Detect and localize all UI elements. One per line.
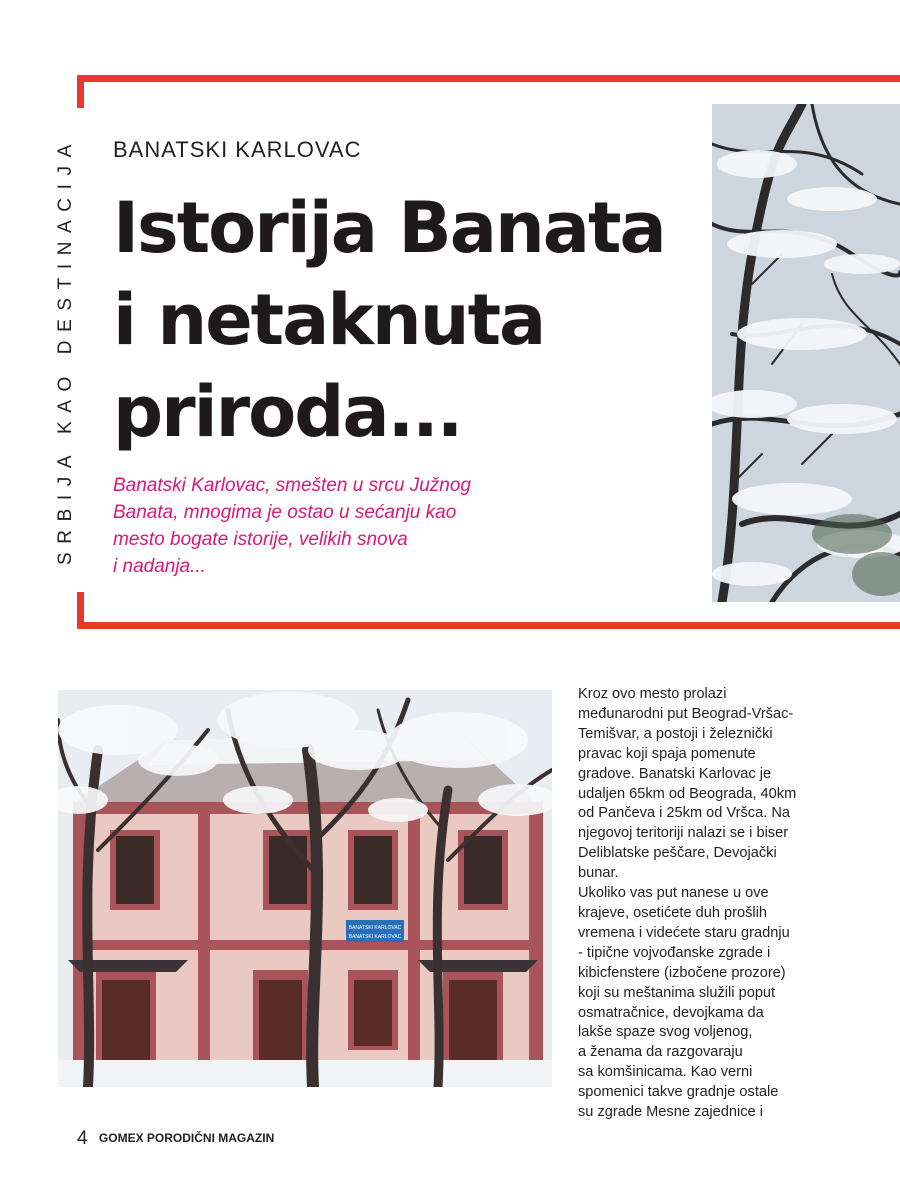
body-line: gradove. Banatski Karlovac je [578, 765, 772, 782]
body-line: koji su meštanima služili poput [578, 984, 776, 1001]
body-line: spomenici takve gradnje ostale [578, 1084, 779, 1101]
body-line: udaljen 65km od Beograda, 40km [578, 785, 797, 802]
body-line: lakše spaze svog voljenog, [578, 1024, 753, 1041]
body-line: njegovoj teritoriji nalazi se i biser [578, 825, 789, 842]
frame-bottom-rule [77, 622, 900, 629]
body-line: krajeve, osetićete duh prošlih [578, 904, 768, 921]
frame-top-corner [77, 75, 84, 108]
publication-name: GOMEX PORODIČNI MAGAZIN [98, 1131, 275, 1145]
body-line: sa komšinicama. Kao verni [578, 1064, 753, 1081]
section-label: SRBIJA KAO DESTINACIJA [55, 136, 76, 565]
body-line: kibicfenstere (izbočene prozore) [578, 964, 786, 981]
snowy-trees-photo [712, 104, 900, 602]
body-line: pravac koji spaja pomenute [578, 745, 756, 762]
page-footer [77, 1128, 274, 1150]
kicker: BANATSKI KARLOVAC [113, 137, 362, 162]
lede-line: Banata, mnogima je ostao u sećanju kao [113, 502, 457, 523]
body-line: međunarodni put Beograd-Vršac- [578, 705, 794, 722]
lede-line: mesto bogate istorije, velikih snova [113, 529, 408, 550]
body-line: Temišvar, a postoji i železnički [578, 725, 773, 742]
body-line: a ženama da razgovaraju [578, 1044, 743, 1061]
article-body [578, 685, 840, 1123]
body-line: su zgrade Mesne zajednice i [578, 1104, 763, 1121]
body-line: Ukoliko vas put nanese u ove [578, 885, 769, 902]
station-sign-text: BANATSKI KARLOVAC [348, 925, 402, 931]
lede-line: i nadanja... [113, 556, 206, 577]
lede-line: Banatski Karlovac, smešten u srcu Južnog [113, 475, 472, 496]
frame-top-rule [77, 75, 900, 82]
body-line: Kroz ovo mesto prolazi [578, 686, 727, 702]
lede [113, 472, 553, 580]
body-line: od Pančeva i 25km od Vršca. Na [578, 805, 790, 822]
body-line: osmatračnice, devojkama da [578, 1004, 764, 1021]
station-sign-text: BANATSKI KARLOVAC [348, 934, 402, 940]
page-title [113, 182, 703, 458]
title-line: i netaknuta [113, 279, 545, 361]
body-line: vremena i videćete staru gradnju [578, 924, 790, 941]
station-building-photo [58, 690, 552, 1087]
title-line: priroda... [113, 371, 462, 453]
page-number: 4 [77, 1128, 88, 1149]
title-line: Istorija Banata [113, 187, 665, 269]
body-line: Deliblatske peščare, Devojački [578, 845, 777, 862]
frame-bottom-corner [77, 592, 84, 629]
body-line: - tipične vojvođanske zgrade i [578, 944, 771, 961]
body-line: bunar. [578, 865, 619, 882]
